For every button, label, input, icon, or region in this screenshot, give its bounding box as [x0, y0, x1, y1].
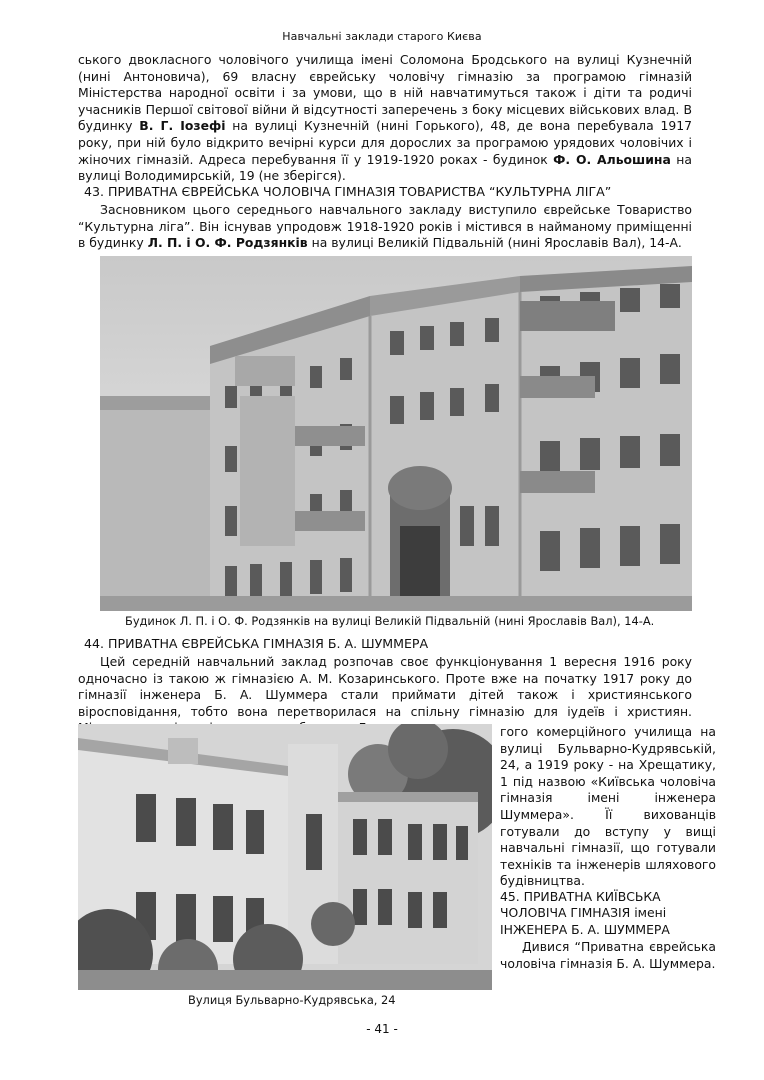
- section-heading-45: 45. ПРИВАТНА КИЇВСЬКА ЧОЛОВІЧА ГІМНАЗІЯ імені ІНЖЕНЕРА Б. А. ШУММЕРА: [500, 889, 670, 937]
- building-illustration: [100, 256, 692, 611]
- text-run: ського двокласного чоловічого училища імені Соломона Бродського на вулиці Кузнечній (нині Антоновича), 69 власну єврейську чоловічу гімназію за програмою гімназій Міністерства народної освіти і за умови, що в ній навчатимуться також і діти та родичі учасників Першої світової війни й відсутності заперечень з боку місцевих військових влад. В будинку: [78, 52, 692, 134]
- paragraph-intro: [78, 52, 692, 185]
- photo-caption-rodzianko: Будинок Л. П. і О. Ф. Родзянків на вулиці Великій Підвальній (нині Ярославів Вал), 14-А.: [125, 614, 655, 628]
- paragraph-44-continued: гого комерційного училища на вулиці Бульварно-Кудрявській, 24, а 1919 року - на Хрещатику, 1 під назвою «Київська чоловіча гімназія імені інженера Шуммера». Її вихованців готували до вступу у вищі навчальні гімназії, що готували техніків та інженерів шляхового будівництва.: [500, 724, 716, 889]
- paragraph-43: [78, 202, 692, 252]
- bold-name: Л. П. і О. Ф. Родзянків: [147, 235, 308, 251]
- page-number: - 41 -: [366, 1022, 398, 1036]
- paragraph-45: Дивися “Приватна єврейська чоловіча гімназія Б. А. Шуммера.: [500, 939, 716, 971]
- photo-caption-kudriavska: Вулиця Бульварно-Кудрявська, 24: [188, 993, 396, 1007]
- street-illustration: [78, 724, 492, 990]
- text-run: на вулиці Великій Підвальній (нині Ярославів Вал), 14-А.: [307, 235, 682, 251]
- text-run: на вулиці Кузнечній (нині Горького), 48, де вона перебувала 1917 року, при ній було відкрито вечірні курси для дорослих за програмою урядових чоловічих і жіночих гімназій. Адреса перебування її у 1919-1920 роках - будинок: [78, 118, 692, 167]
- building-photo-kudriavska: [78, 724, 492, 990]
- running-head: Навчальні заклади старого Києва: [282, 30, 482, 43]
- text-run: на вулиці Володимирській, 19 (не зберігся).: [78, 151, 692, 184]
- section-heading-44: 44. ПРИВАТНА ЄВРЕЙСЬКА ГІМНАЗІЯ Б. А. ШУММЕРА: [84, 636, 429, 651]
- bold-name: В. Г. Іозефі: [139, 118, 226, 134]
- building-photo-rodzianko: [100, 256, 692, 611]
- text-run: Засновником цього середнього навчального закладу виступило єврейське Товариство “Культурна ліга”. Він існував упродовж 1918-1920 років і містився в найманому приміщенні в будинку: [78, 202, 692, 251]
- section-heading-43: 43. ПРИВАТНА ЄВРЕЙСЬКА ЧОЛОВІЧА ГІМНАЗІЯ ТОВАРИСТВА “КУЛЬТУРНА ЛІГА”: [84, 184, 612, 199]
- bold-name: Ф. О. Альошина: [553, 151, 671, 167]
- paragraph-44: Цей середній навчальний заклад розпочав своє функціонування 1 вересня 1916 року одночасно із такою ж гімназією А. М. Козаринського. Проте вже на початку 1917 року до гімназії інженера Б. А. Шуммера стали приймати дітей також і християнського віросповідання, тобто вона перетворилася на спільну гімназію для іудеїв і християн.: [78, 654, 692, 719]
